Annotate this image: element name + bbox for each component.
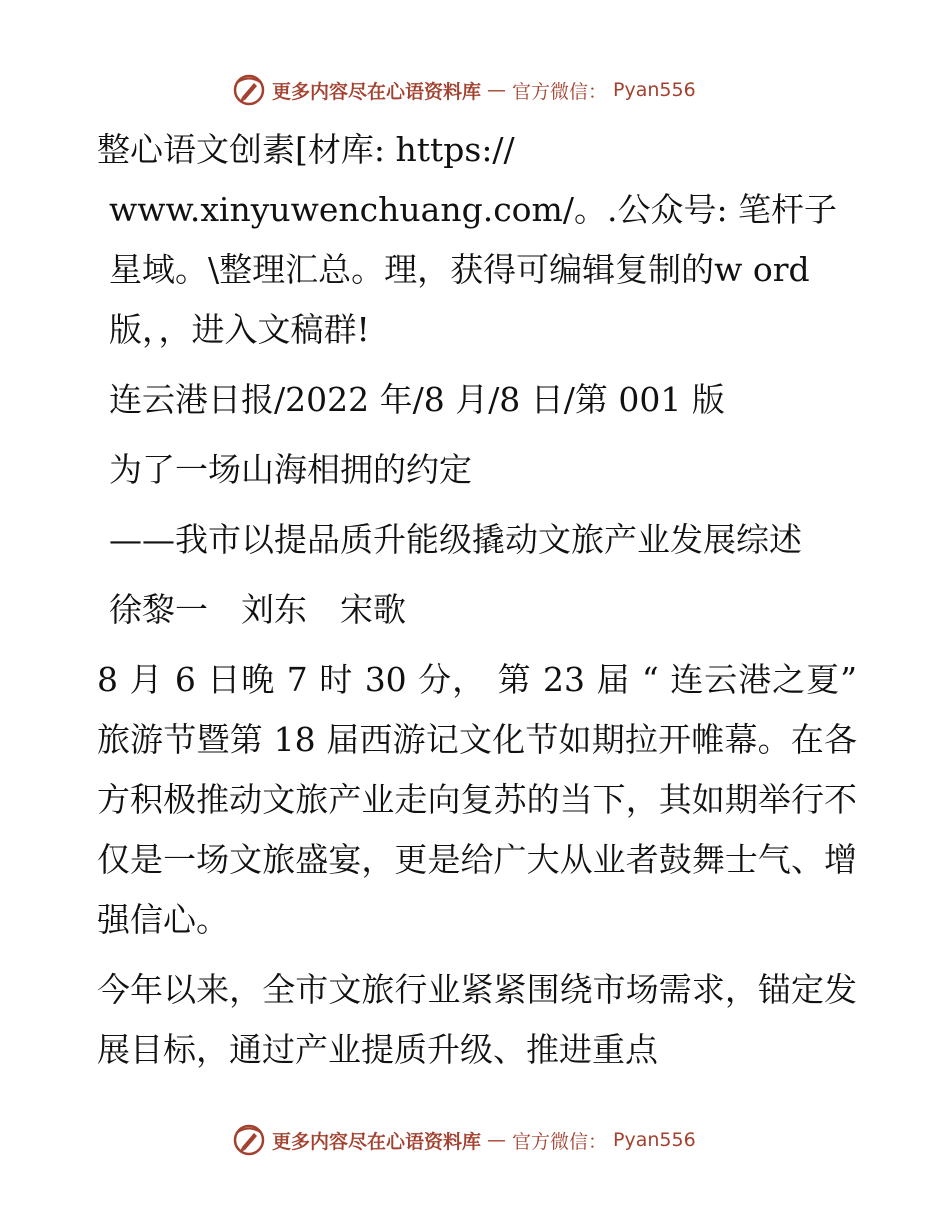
watermark-library-text: 更多内容尽在心语资料库 xyxy=(272,1130,482,1153)
top-watermark-banner xyxy=(232,70,696,110)
article-subheadline: ——我市以提品质升能级撬动文旅产业发展综述 xyxy=(109,520,802,559)
intro-paragraph: 整心语文创素[材库: https:// www.xinyuwenchuang.com/。.公众号: 笔杆子星域。\整理汇总。理，获得可编辑复制的w ord版，，进入文稿群! xyxy=(97,130,838,349)
watermark-separator: — xyxy=(487,79,507,101)
article-headline: 为了一场山海相拥的约定 xyxy=(109,450,472,489)
watermark-separator: — xyxy=(487,1129,507,1151)
pen-logo-icon xyxy=(232,73,266,107)
body-paragraph-2: 今年以来，全市文旅行业紧紧围绕市场需求，锚定发展目标，通过产业提质升级、推进重点 xyxy=(97,970,857,1069)
source-line: 连云港日报/2022 年/8 月/8 日/第 001 版 xyxy=(109,380,725,419)
watermark-wechat-label: 官方微信： xyxy=(512,80,608,103)
watermark-wechat-id: Pyan556 xyxy=(613,1129,696,1151)
watermark-wechat-label: 官方微信： xyxy=(512,1130,608,1153)
article-authors: 徐黎一 刘东 宋歌 xyxy=(109,590,406,629)
pen-logo-icon xyxy=(232,1123,266,1157)
document-body xyxy=(97,120,857,1080)
watermark-library-text: 更多内容尽在心语资料库 xyxy=(272,80,482,103)
watermark-wechat-id: Pyan556 xyxy=(613,79,696,101)
bottom-watermark-banner xyxy=(232,1120,696,1160)
body-paragraph-1: 8 月 6 日晚 7 时 30 分， 第 23 届 “ 连云港之夏” 旅游节暨第 18 届西游记文化节如期拉开帷幕。在各方积极推动文旅产业走向复苏的当下，其如期举行不仅是一场文旅盛宴，更是给广大从业者鼓舞士气、增强信心。 xyxy=(97,660,857,939)
